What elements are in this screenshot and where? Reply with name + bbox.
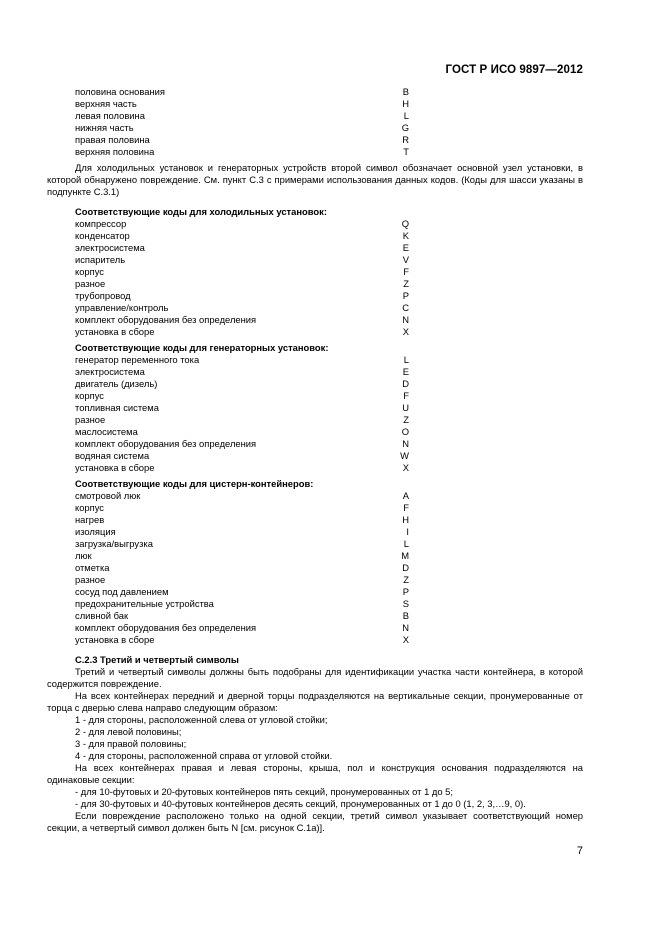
generator-code-row [75, 390, 409, 402]
refrigeration-code-row [75, 314, 409, 326]
generator-code-code: F [403, 390, 409, 401]
generator-code-row [75, 414, 409, 426]
refrigeration-code-label: электросистема [75, 242, 145, 253]
refrigeration-code-label: трубопровод [75, 290, 131, 301]
tank-code-code: Z [403, 574, 409, 585]
refrigeration-code-label: разное [75, 278, 106, 289]
generator-code-code: Z [403, 414, 409, 425]
section-dash-list [47, 786, 583, 810]
generator-codes-heading: Соответствующие коды для генераторных установок: [75, 342, 329, 353]
generator-code-row [75, 438, 409, 450]
tank-code-row [75, 526, 409, 538]
numbered-list-item: 3 - для правой половины; [75, 738, 187, 749]
tank-code-code: H [402, 514, 409, 525]
section-paragraph-4: Если повреждение расположено только на одной секции, третий символ указывает соответствующий номер секции, а четвертый символ должен быть N [см. рисунок С.1а)]. [47, 810, 583, 833]
location-code-code: G [401, 122, 409, 133]
refrigeration-code-code: P [402, 290, 409, 301]
refrigeration-code-label: компрессор [75, 218, 127, 229]
tank-code-row [75, 634, 409, 646]
location-code-label: половина основания [75, 86, 165, 97]
refrigeration-code-label: управление/контроль [75, 302, 169, 313]
refrigeration-code-row [75, 254, 409, 266]
document-header: ГОСТ Р ИСО 9897—2012 [445, 64, 583, 76]
tank-code-row [75, 562, 409, 574]
tank-code-row [75, 574, 409, 586]
numbered-list-item: 1 - для стороны, расположенной слева от угловой стойки; [75, 714, 328, 725]
refrigeration-code-row [75, 242, 409, 254]
tank-code-label: люк [75, 550, 92, 561]
numbered-list-item: 4 - для стороны, расположенной справа от угловой стойки. [75, 750, 333, 761]
location-code-list [47, 86, 583, 158]
refrigeration-code-label: комплект оборудования без определения [75, 314, 257, 325]
tank-code-row [75, 586, 409, 598]
section-heading: С.2.3 Третий и четвертый символы [75, 654, 239, 665]
refrigeration-code-code: Z [403, 278, 409, 289]
tank-codes-heading: Соответствующие коды для цистерн-контейнеров: [75, 478, 314, 489]
location-code-label: верхняя половина [75, 146, 155, 157]
refrigeration-code-code: N [402, 314, 409, 325]
tank-code-row [75, 622, 409, 634]
section-paragraph-1: Третий и четвертый символы должны быть подобраны для идентификации участка части контейнера, в которой содержится повреждение. [47, 666, 583, 689]
refrigeration-code-row [75, 326, 409, 338]
generator-code-row [75, 462, 409, 474]
generator-code-label: электросистема [75, 366, 145, 377]
refrigeration-code-label: установка в сборе [75, 326, 155, 337]
generator-code-row [75, 450, 409, 462]
location-code-code: R [402, 134, 409, 145]
location-code-row [75, 86, 409, 98]
refrigeration-code-row [75, 230, 409, 242]
location-code-label: нижняя часть [75, 122, 134, 133]
location-code-row [75, 146, 409, 158]
generator-code-code: N [402, 438, 409, 449]
generator-code-label: водяная система [75, 450, 150, 461]
page-number: 7 [576, 845, 583, 857]
refrigeration-code-code: V [402, 254, 409, 265]
location-code-code: B [402, 86, 409, 97]
refrigeration-codes-heading: Соответствующие коды для холодильных установок: [75, 206, 327, 217]
tank-code-label: нагрев [75, 514, 105, 525]
tank-code-row [75, 610, 409, 622]
tank-code-code: S [402, 598, 409, 609]
tank-code-label: загрузка/выгрузка [75, 538, 153, 549]
tank-code-label: изоляция [75, 526, 116, 537]
generator-code-code: X [402, 462, 409, 473]
tank-code-row [75, 550, 409, 562]
tank-code-code: M [401, 550, 409, 561]
dash-list-item: - для 30-футовых и 40-футовых контейнеров десять секций, пронумерованных от 1 до 0 (1, 2, 3,…9, 0). [75, 798, 526, 809]
generator-code-code: U [402, 402, 409, 413]
tank-code-code: X [402, 634, 409, 645]
dash-list-item: - для 10-футовых и 20-футовых контейнеров пять секций, пронумерованных от 1 до 5; [75, 786, 453, 797]
refrigeration-code-label: корпус [75, 266, 104, 277]
refrigeration-code-row [75, 302, 409, 314]
refrigeration-code-list [47, 218, 583, 338]
generator-code-row [75, 378, 409, 390]
tank-code-row [75, 502, 409, 514]
generator-code-label: разное [75, 414, 106, 425]
refrigeration-code-code: E [402, 242, 409, 253]
intro-paragraph: Для холодильных установок и генераторных устройств второй символ обозначает основной узел установки, в которой обнаружено повреждение. См. пункт С.3 с примерами использования данных кодов. (Коды для шасси указаны в подпункте С.3.1) [47, 162, 583, 197]
generator-code-code: D [402, 378, 409, 389]
location-code-code: L [403, 110, 409, 121]
location-code-row [75, 110, 409, 122]
generator-code-label: установка в сборе [75, 462, 155, 473]
tank-code-label: разное [75, 574, 106, 585]
tank-code-label: корпус [75, 502, 104, 513]
generator-code-code: W [400, 450, 409, 461]
page-content [47, 86, 583, 834]
tank-code-code: A [402, 490, 409, 501]
refrigeration-code-code: Q [401, 218, 409, 229]
tank-code-row [75, 538, 409, 550]
tank-code-label: комплект оборудования без определения [75, 622, 257, 633]
tank-code-code: F [403, 502, 409, 513]
refrigeration-code-row [75, 218, 409, 230]
location-code-label: правая половина [75, 134, 150, 145]
tank-code-label: сливной бак [75, 610, 129, 621]
tank-code-code: B [402, 610, 409, 621]
tank-code-label: смотровой люк [75, 490, 141, 501]
generator-code-row [75, 426, 409, 438]
tank-code-row [75, 598, 409, 610]
refrigeration-code-code: C [402, 302, 409, 313]
refrigeration-code-code: K [402, 230, 409, 241]
generator-code-row [75, 366, 409, 378]
section-numbered-list [47, 714, 583, 762]
location-code-label: левая половина [75, 110, 145, 121]
generator-code-list [47, 354, 583, 474]
location-code-label: верхняя часть [75, 98, 137, 109]
tank-code-list [47, 490, 583, 646]
location-code-code: H [402, 98, 409, 109]
generator-code-row [75, 402, 409, 414]
refrigeration-code-code: F [403, 266, 409, 277]
section-paragraph-3: На всех контейнерах правая и левая стороны, крыша, пол и конструкция основания подразделяются на одинаковые секции: [47, 762, 583, 785]
location-code-row [75, 134, 409, 146]
tank-code-code: D [402, 562, 409, 573]
tank-code-code: I [406, 526, 409, 537]
refrigeration-code-label: конденсатор [75, 230, 130, 241]
refrigeration-code-row [75, 266, 409, 278]
generator-code-label: маслосистема [75, 426, 138, 437]
location-code-row [75, 98, 409, 110]
tank-code-row [75, 514, 409, 526]
generator-code-row [75, 354, 409, 366]
tank-code-label: предохранительные устройства [75, 598, 214, 609]
generator-code-label: генератор переменного тока [75, 354, 200, 365]
generator-code-code: O [401, 426, 409, 437]
location-code-row [75, 122, 409, 134]
generator-code-label: комплект оборудования без определения [75, 438, 257, 449]
generator-code-code: E [402, 366, 409, 377]
generator-code-label: корпус [75, 390, 104, 401]
tank-code-row [75, 490, 409, 502]
refrigeration-code-row [75, 290, 409, 302]
refrigeration-code-row [75, 278, 409, 290]
tank-code-code: L [403, 538, 409, 549]
tank-code-label: сосуд под давлением [75, 586, 169, 597]
tank-code-label: установка в сборе [75, 634, 155, 645]
tank-code-code: N [402, 622, 409, 633]
refrigeration-code-label: испаритель [75, 254, 126, 265]
tank-code-label: отметка [75, 562, 110, 573]
location-code-code: T [403, 146, 409, 157]
generator-code-code: L [403, 354, 409, 365]
refrigeration-code-code: X [402, 326, 409, 337]
tank-code-code: P [402, 586, 409, 597]
numbered-list-item: 2 - для левой половины; [75, 726, 182, 737]
section-paragraph-2: На всех контейнерах передний и дверной торцы подразделяются на вертикальные секции, пронумерованные от торца с дверью слева направо следующим образом: [47, 690, 583, 713]
generator-code-label: двигатель (дизель) [75, 378, 158, 389]
generator-code-label: топливная система [75, 402, 159, 413]
